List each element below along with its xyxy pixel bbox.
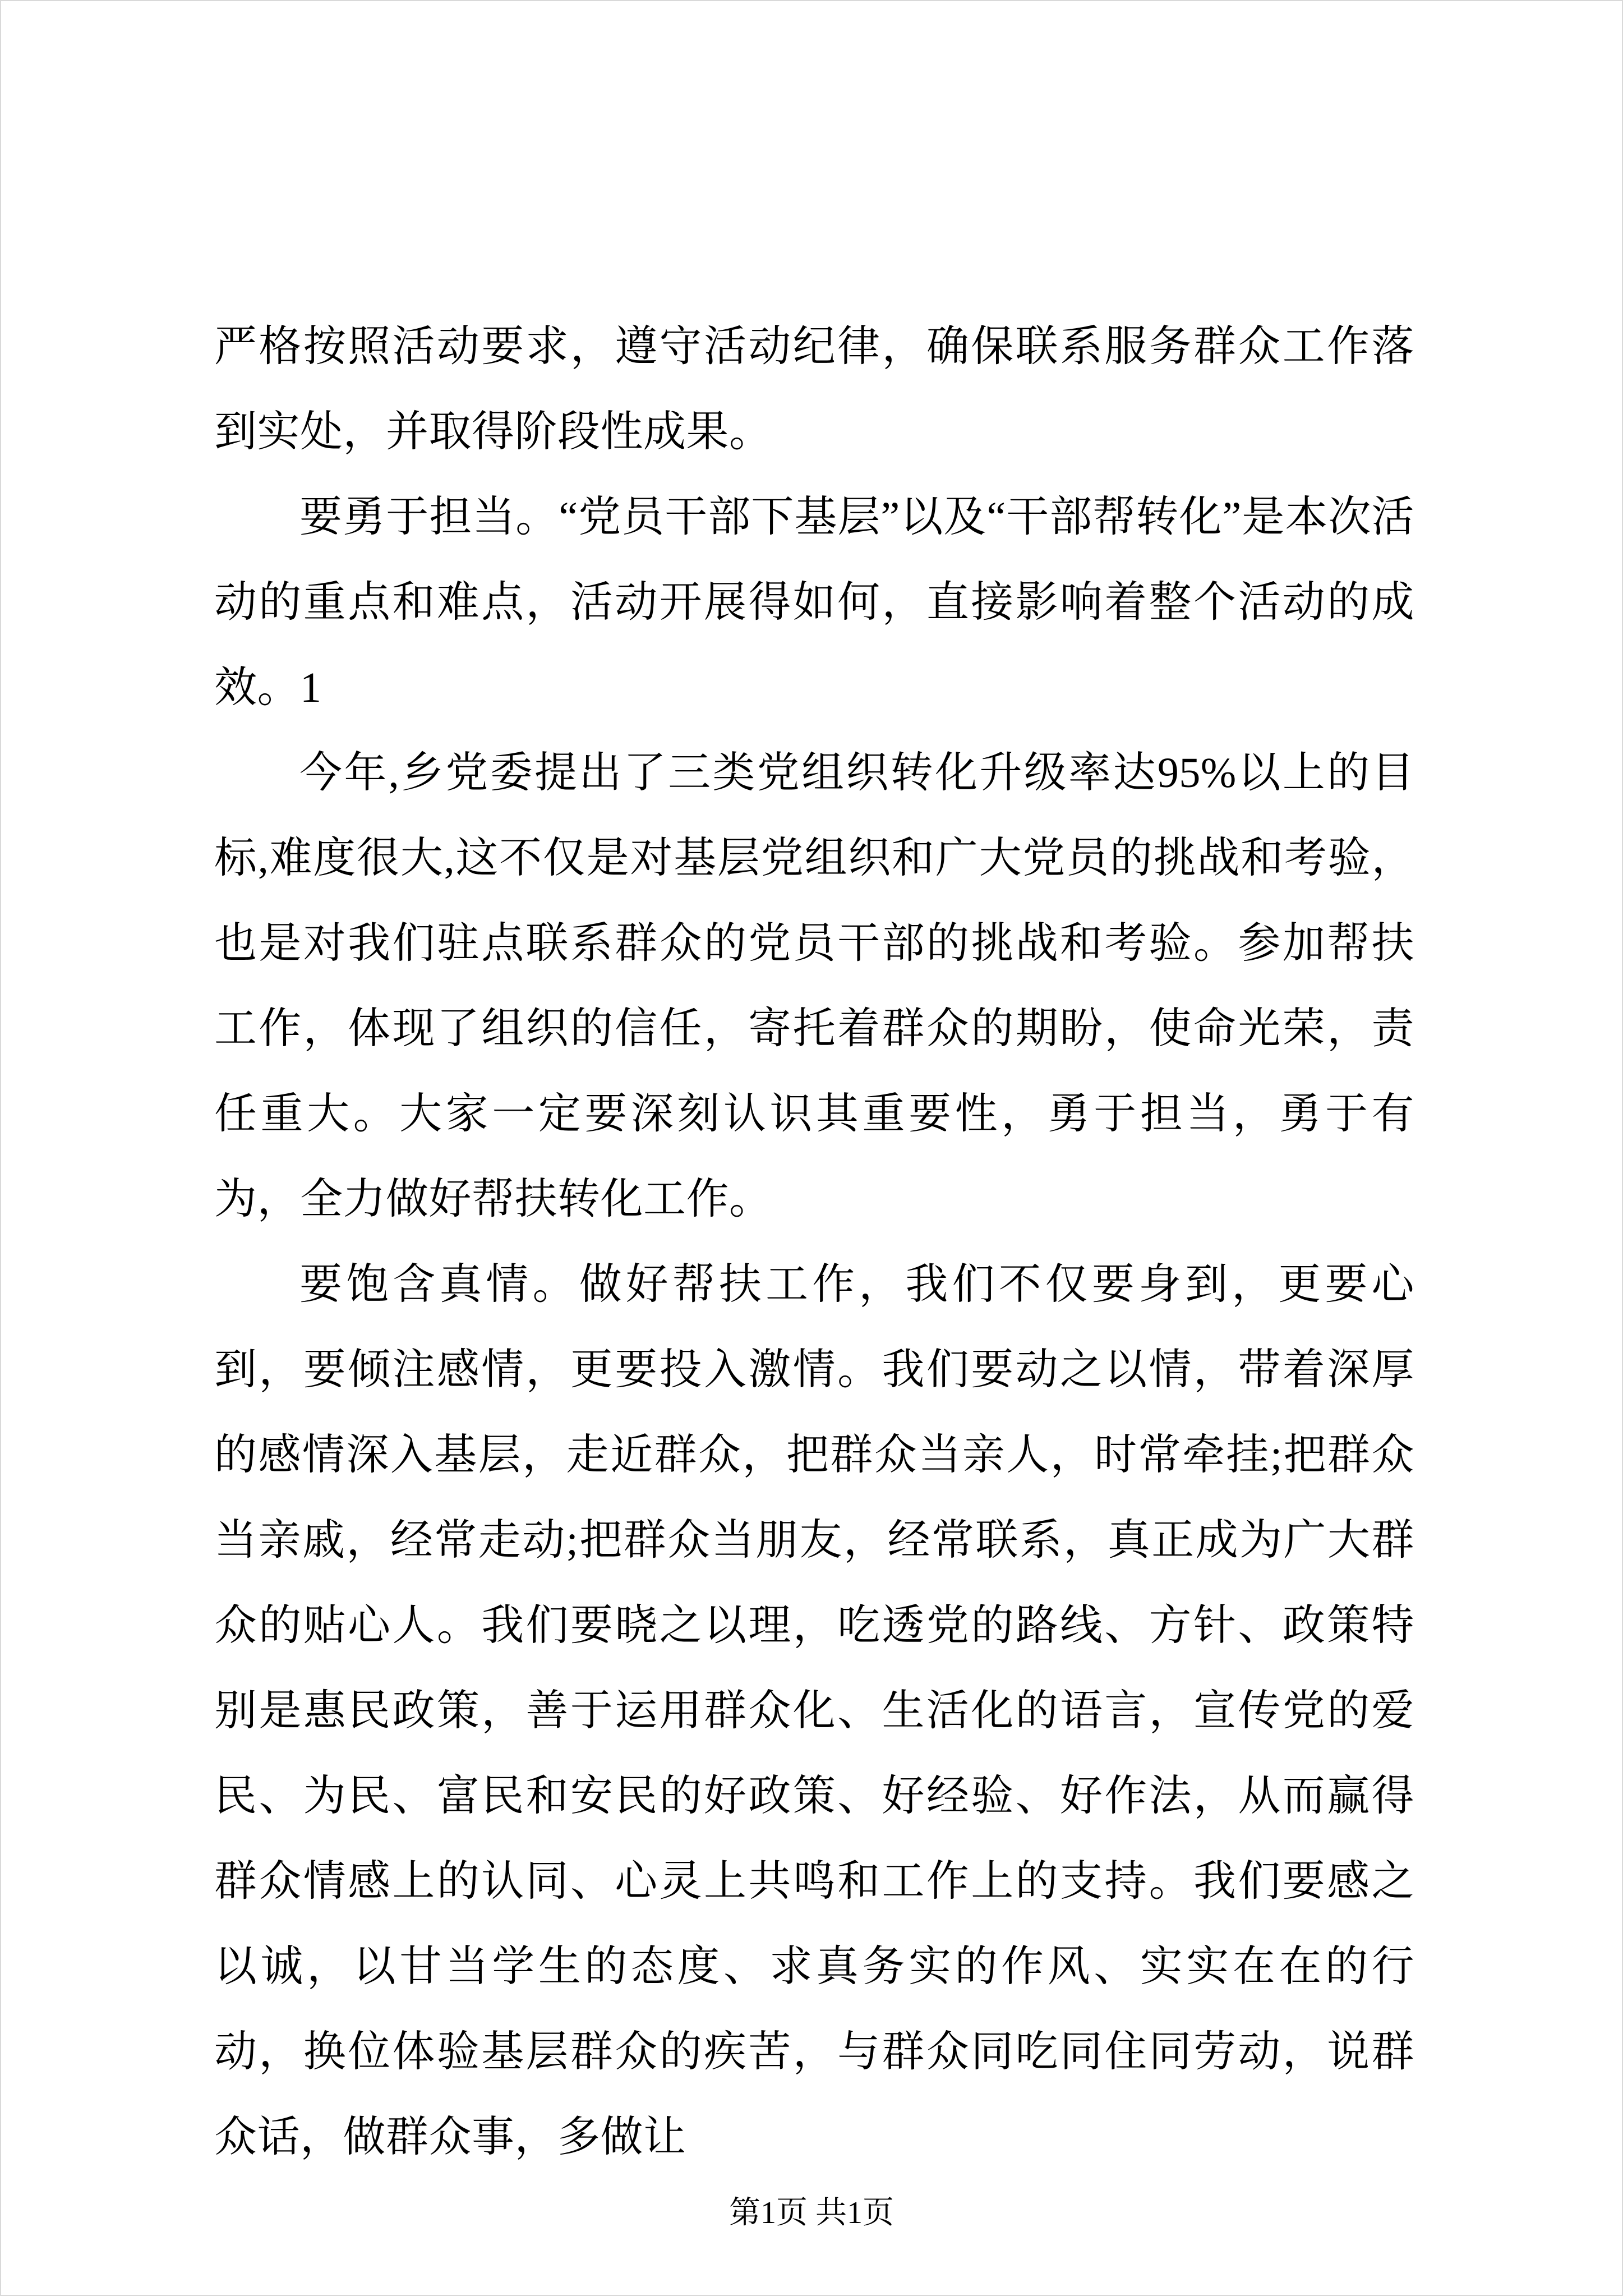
document-body	[214, 304, 1414, 2180]
page-number: 第1页 共1页	[729, 2196, 894, 2230]
paragraph: 要勇于担当。“党员干部下基层”以及“干部帮转化”是本次活动的重点和难点，活动开展得如何，直接影响着整个活动的成效。1	[214, 494, 1414, 711]
paragraph: 严格按照活动要求，遵守活动纪律，确保联系服务群众工作落到实处，并取得阶段性成果。	[214, 323, 1414, 455]
paragraph: 今年,乡党委提出了三类党组织转化升级率达95%以上的目标,难度很大,这不仅是对基层党组织和广大党员的挑战和考验，也是对我们驻点联系群众的党员干部的挑战和考验。参加帮扶工作，体现了组织的信任，寄托着群众的期盼，使命光荣，责任重大。大家一定要深刻认识其重要性，勇于担当，勇于有为，全力做好帮扶转化工作。	[214, 749, 1414, 1223]
paragraph: 要饱含真情。做好帮扶工作，我们不仅要身到，更要心到，要倾注感情，更要投入激情。我们要动之以情，带着深厚的感情深入基层，走近群众，把群众当亲人，时常牵挂;把群众当亲戚，经常走动;把群众当朋友，经常联系，真正成为广大群众的贴心人。我们要晓之以理，吃透党的路线、方针、政策特别是惠民政策，善于运用群众化、生活化的语言，宣传党的爱民、为民、富民和安民的好政策、好经验、好作法，从而赢得群众情感上的认同、心灵上共鸣和工作上的支持。我们要感之以诚，以甘当学生的态度、求真务实的作风、实实在在的行动，换位体验基层群众的疾苦，与群众同吃同住同劳动，说群众话，做群众事，多做让	[214, 1261, 1414, 2161]
